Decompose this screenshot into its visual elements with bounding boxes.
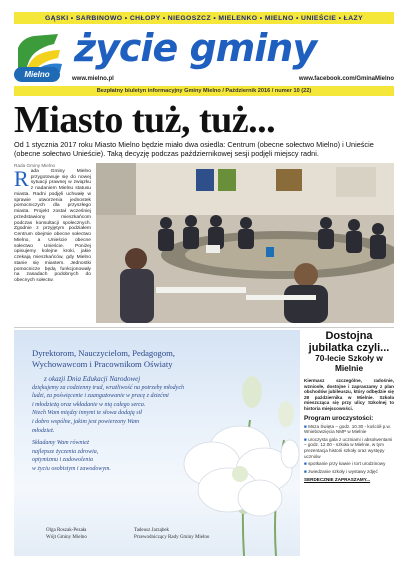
greeting-text [32,348,232,474]
village-list: GĄSKI • SARBINOWO • CHŁOPY • NIEGOSZCZ • MIELENKO • MIELNO • UNIEŚCIE • ŁAZY [44,14,364,22]
mielno-logo-badge: Mielno [14,67,60,82]
sidebar-subtitle: 70-lecie Szkoły w Mielnie [315,353,383,373]
invitation-link[interactable]: SERDECZNIE ZAPRASZAMY... [304,477,371,483]
program-heading: Program uroczystości: [304,414,374,422]
greeting-line: Niech Wam między innymi te słowa dodają sił [32,410,142,417]
wish-line: najlepsze życzenia zdrowia, [32,448,99,455]
signer-left-role: Wójt Gminy Mielno [46,534,87,540]
program-item: ■ uroczysta gala z uczniami i absolwentami – godz. 12.00 - szkoła w Mielnie, w tym prezentacja historii szkoły oraz występy uczniów [304,436,393,459]
greeting-title-line-1: Dyrektorom, Nauczycielom, Pedagogom, [32,348,175,358]
program-item: ■ zwiedzanie szkoły i wystawy zdjęć [304,468,378,474]
section-divider [14,327,394,328]
wish-line: w życiu osobistym i zawodowym. [32,465,111,472]
school-anniversary-column [304,330,394,556]
greeting-line: i dobro wspólne, jakim jest powierzony Wam [32,418,140,425]
signer-left-name: Olga Roszak-Pezała [46,528,87,533]
teachers-day-greeting-card [14,330,300,556]
wish-line: Składamy Wam również [32,440,90,447]
facebook-link[interactable]: www.facebook.com/GminaMielno [298,76,394,82]
website-link[interactable]: www.mielno.pl [72,76,114,82]
issue-info-bar: Bezpłatny biuletyn informacyjny Gminy Mielno / Październik 2016 / numer 10 (22) [14,86,394,96]
signer-right-role: Przewodniczący Rady Gminy Mielno [134,534,210,540]
signer-right-name: Tadeusz Jarząbek [134,528,170,533]
article-lead: Od 1 stycznia 2017 roku Miasto Mielno będzie miało dwa osiedla: Centrum (obecne sołectwo Mielno) i Unieście (obecne sołectwo Unieście). Taką decyzję podczas październikowej sesji podjęli miejscy radni. [14,140,374,159]
article-headline: Miasto tuż, tuż... [14,99,276,141]
sidebar-intro: Kiermasz szczególne, radośnie, wzniosłe, dostojne i zapraszamy z plan obchodów jubileuszu, który odbędzie się 28 października w Mielnie. Szkoła mieszcząca się przy ulicy Szkolnej to historia miejscowości. [304,378,394,411]
greeting-line: i młodzieżą oraz wkładanie w nią całego serca. [32,401,146,408]
greeting-line: dziękujemy za codzienny trud, wrażliwość na potrzeby młodych [32,384,184,391]
header-links [72,76,394,82]
greeting-line: z okazji Dnia Edukacji Narodowej [44,375,141,383]
article-body-text: ada Gminy Mielno przygotowuje się do nowej sytuacji prawnej w związku z nadaniem Mielnu statusu miasta. Radni podjęli uchwałę w sprawie utworzenia jednostek pomocniczych dla przyszłego miasta. Projekt został wcześniej przedstawiony mieszkańcom podczas konsultacji społecznych. Zgodnie z przyjętym podziałem Centrum obejmie obecne sołectwo Mielno, a Unieście obecne sołectwo Unieście. Poniżej opisujemy kolejne kroki, jakie czekają mieszkańców, gdy Mielno stanie się miastem. Jednostki pomocnicze będą funkcjonowały na zasadach podobnych do obecnych sołectw. [14,168,91,283]
greeting-line: młodzież. [32,427,55,434]
signature-left [46,528,87,541]
wish-line: optymizmu i zadowolenia [32,457,93,464]
village-list-bar [14,12,394,24]
sidebar-title: Dostojna jubilatka czyli... [308,330,390,354]
signature-right [134,528,209,541]
masthead-title: życie gminy [74,26,317,70]
program-item: ■ spotkanie przy kawie i tort urodzinowy [304,461,386,467]
program-item: ■ Msza Święta – godz. 10.30 - kościół p.w. Wniebowzięcia NMP w Mielnie [304,423,391,435]
article-body [14,163,91,323]
council-session-photo [96,163,394,323]
drop-cap: R [14,165,29,191]
greeting-title-line-2: Wychowawcom i Pracownikom Oświaty [32,359,173,369]
article-byline: Rada Gminy Mielno [14,163,56,168]
greeting-line: ludzi, za poświęcenie i zaangażowanie w pracę z dziećmi [32,393,169,400]
